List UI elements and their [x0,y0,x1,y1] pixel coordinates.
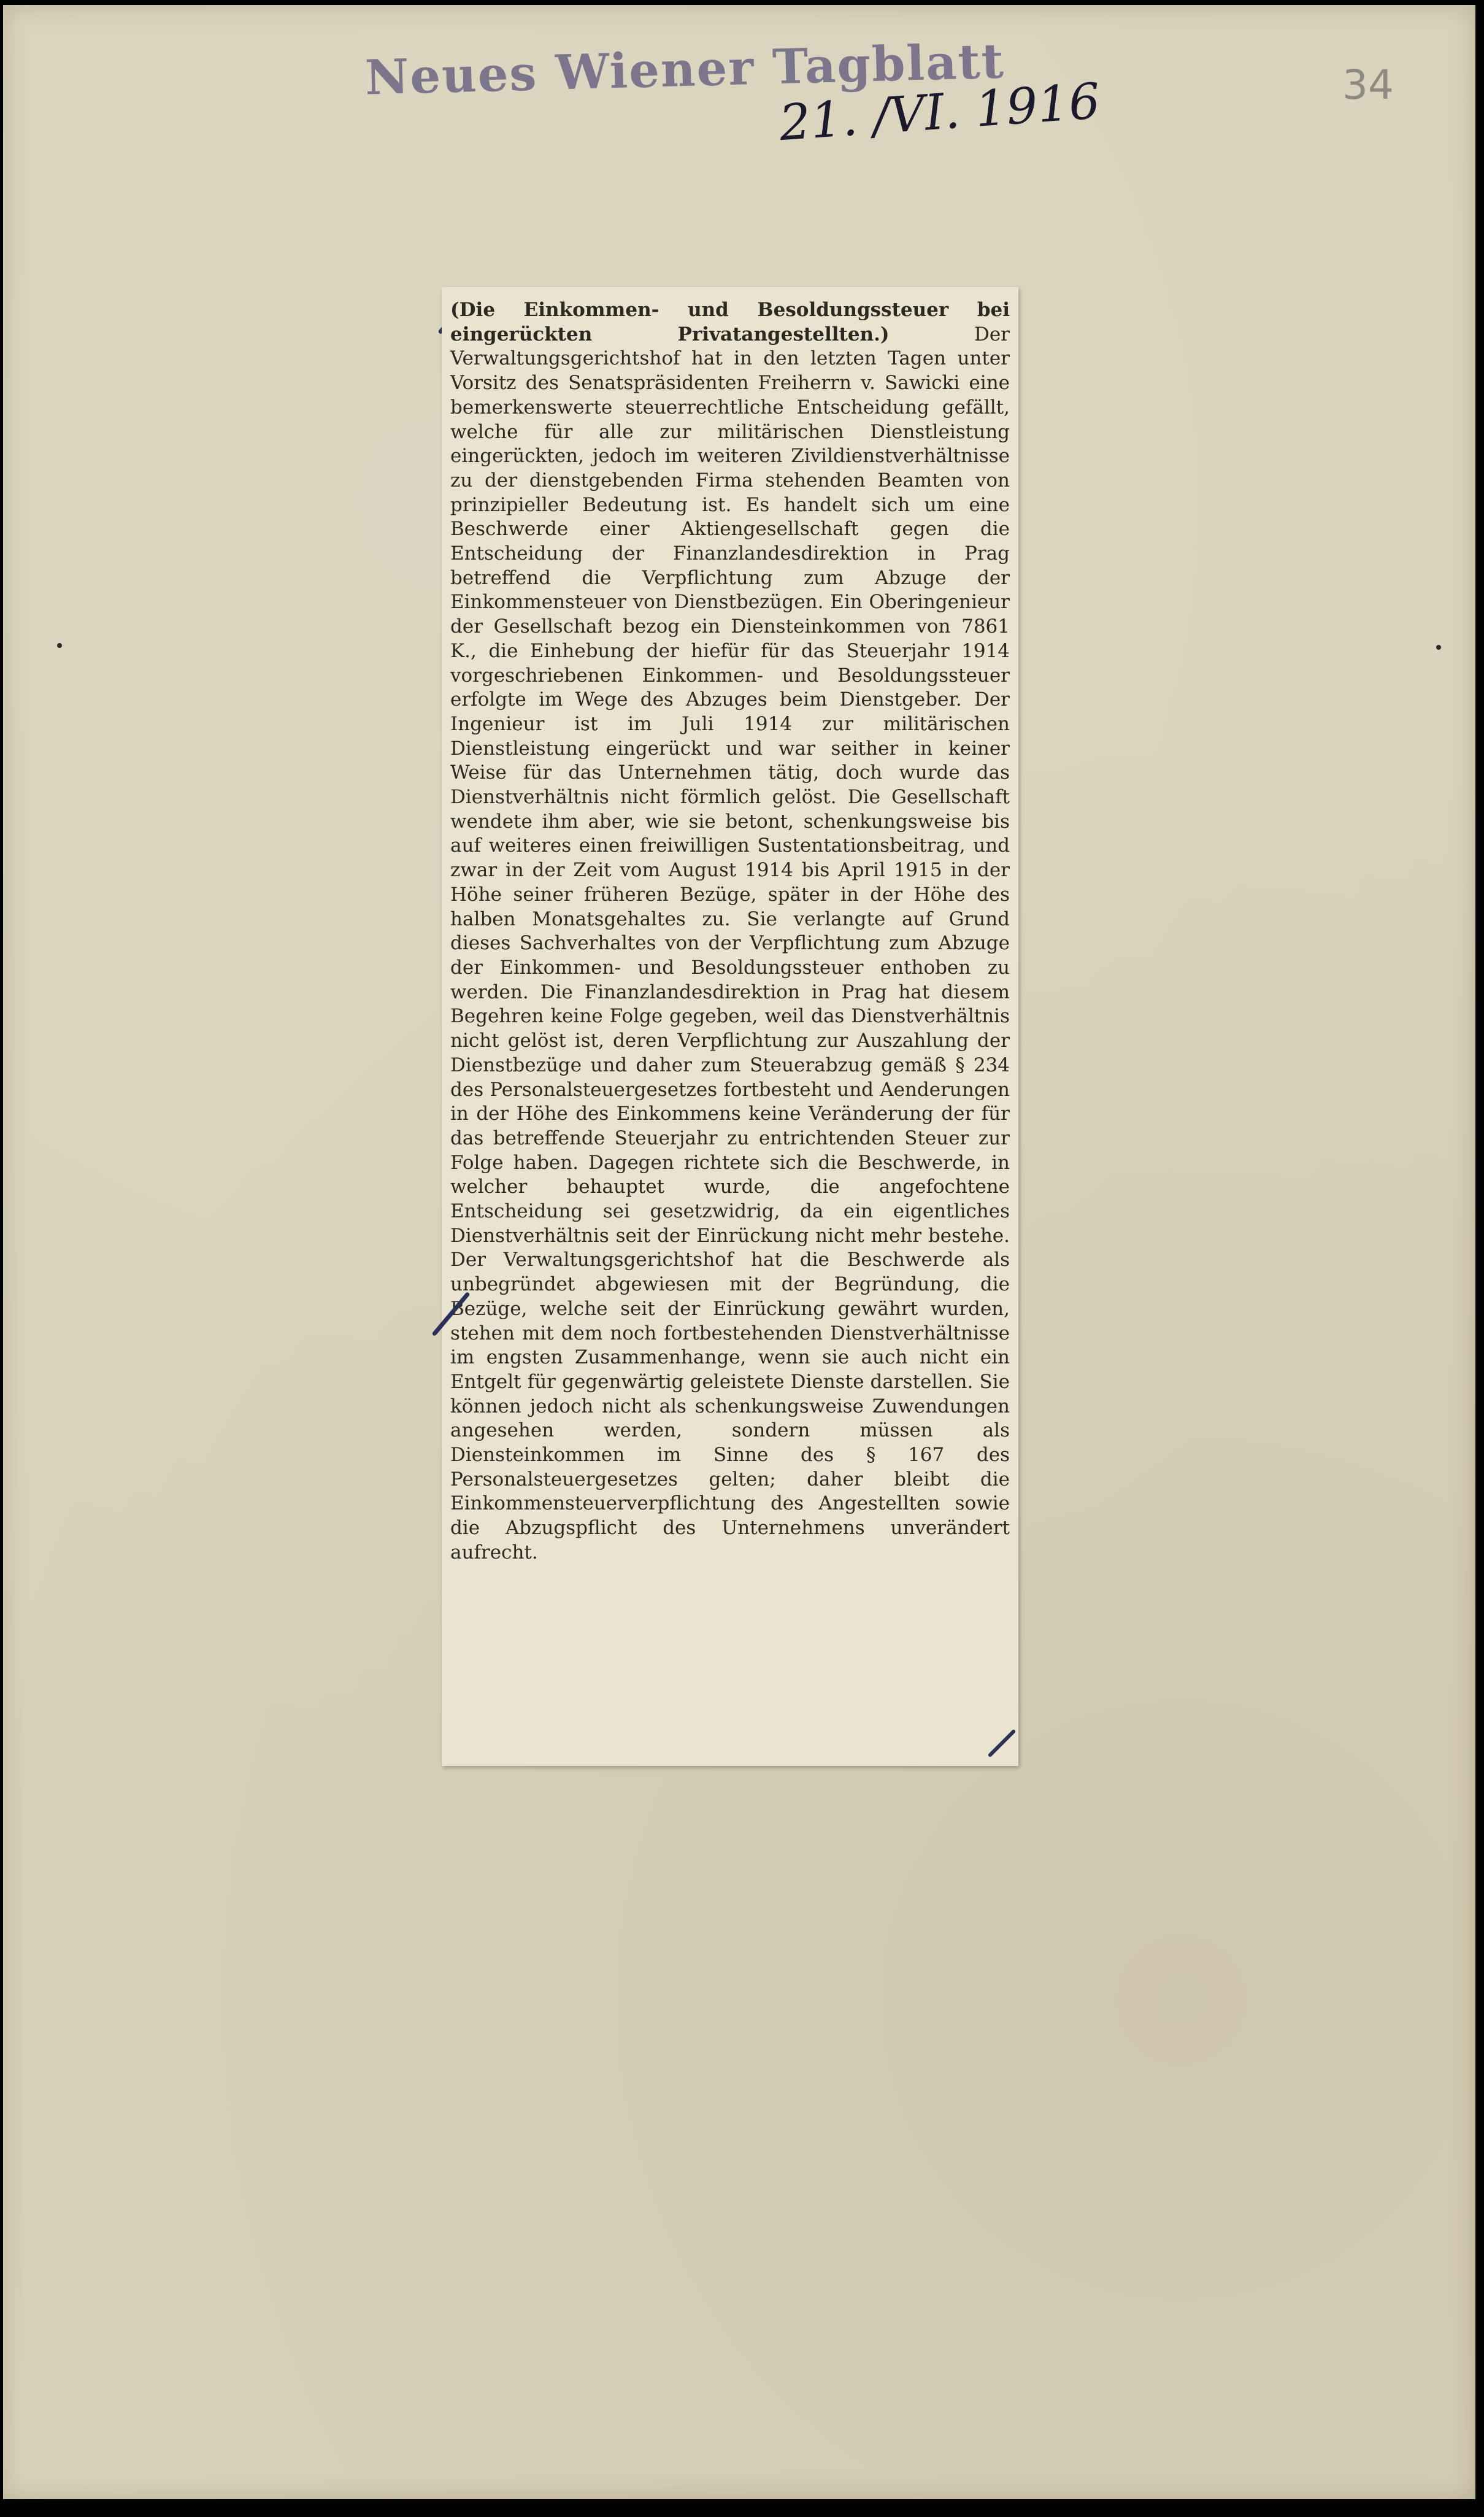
page-number: 34 [1342,61,1394,109]
clipping-body: Der Verwaltungsgerichtshof hat in den letzten Tagen unter Vorsitz des Senatspräsidenten Freiherrn v. Sawicki eine bemerkenswerte steuerrechtliche Entscheidung gefällt, welche für alle zur militärischen Dienstleistung eingerückten, jedoch im weiteren Zivildienstverhältnisse zu der dienstgebenden Firma stehenden Beamten von prinzipieller Bedeutung ist. Es handelt sich um eine Beschwerde einer Aktiengesellschaft gegen die Entscheidung der Finanzlandesdirektion in Prag betreffend die Verpflichtung zum Abzuge der Einkommensteuer von Dienstbezügen. Ein Oberingenieur der Gesellschaft bezog ein Diensteinkommen von 7861 K., die Einhebung der hiefür für das Steuerjahr 1914 vorgeschriebenen Einkommen- und Besoldungssteuer erfolgte im Wege des Abzuges beim Dienstgeber. Der Ingenieur ist im Juli 1914 zur militärischen Dienstleistung eingerückt und war seither in keiner Weise für das Unternehmen tätig, doch wurde das Dienstverhältnis nicht förmlich gelöst. Die Gesellschaft wendete ihm aber, wie sie betont, schenkungsweise bis auf weiteres einen freiwilligen Sustentationsbeitrag, und zwar in der Zeit vom August 1914 bis April 1915 in der Höhe seiner früheren Bezüge, später in der Höhe des halben Monatsgehaltes zu. Sie verlangte auf Grund dieses Sachverhaltes von der Verpflichtung zum Abzuge der Einkommen- und Besoldungssteuer enthoben zu werden. Die Finanzlandesdirektion in Prag hat diesem Begehren keine Folge gegeben, weil das Dienstverhältnis nicht gelöst ist, deren Verpflichtung zur Auszahlung der Dienstbezüge und daher zum Steuerabzug gemäß § 234 des Personalsteuergesetzes fortbesteht und Aenderungen in der Höhe des Einkommens keine Veränderung der für das betreffende Steuerjahr zu entrichtenden Steuer zur Folge haben. Dagegen richtete sich die Beschwerde, in welcher behauptet wurde, die angefochtene Entscheidung sei gesetzwidrig, da ein eigentliches Dienstverhältnis seit der Einrückung nicht mehr bestehe. Der Verwaltungsgerichtshof hat die Beschwerde als unbegründet abgewiesen mit der Begründung, die Bezüge, welche seit der Einrückung gewährt wurden, stehen mit dem noch fortbestehenden Dienstverhältnisse im engsten Zusammenhange, wenn sie auch nicht ein Entgelt für gegenwärtig geleistete Dienste darstellen. Sie können jedoch nicht als schenkungsweise Zuwendungen angesehen werden, sondern müssen als Diensteinkommen im Sinne des § 167 des Personalsteuergesetzes gelten; daher bleibt die Einkommensteuerverpflichtung des Angestellten sowie die Abzugspflicht des Unternehmens unverändert aufrecht. [450,323,1010,1563]
newspaper-stamp: Neues Wiener Tagblatt [364,33,1005,106]
clipping-text [450,298,1010,1565]
paper-speck [1436,645,1441,650]
clipping-headline: (Die Einkommen- und Besoldungssteuer bei eingerückten Privatangestellten.) [450,299,1010,345]
newspaper-clipping [442,287,1018,1766]
paper-speck [57,643,62,648]
handwritten-date: 21. /VI. 1916 [777,72,1102,152]
